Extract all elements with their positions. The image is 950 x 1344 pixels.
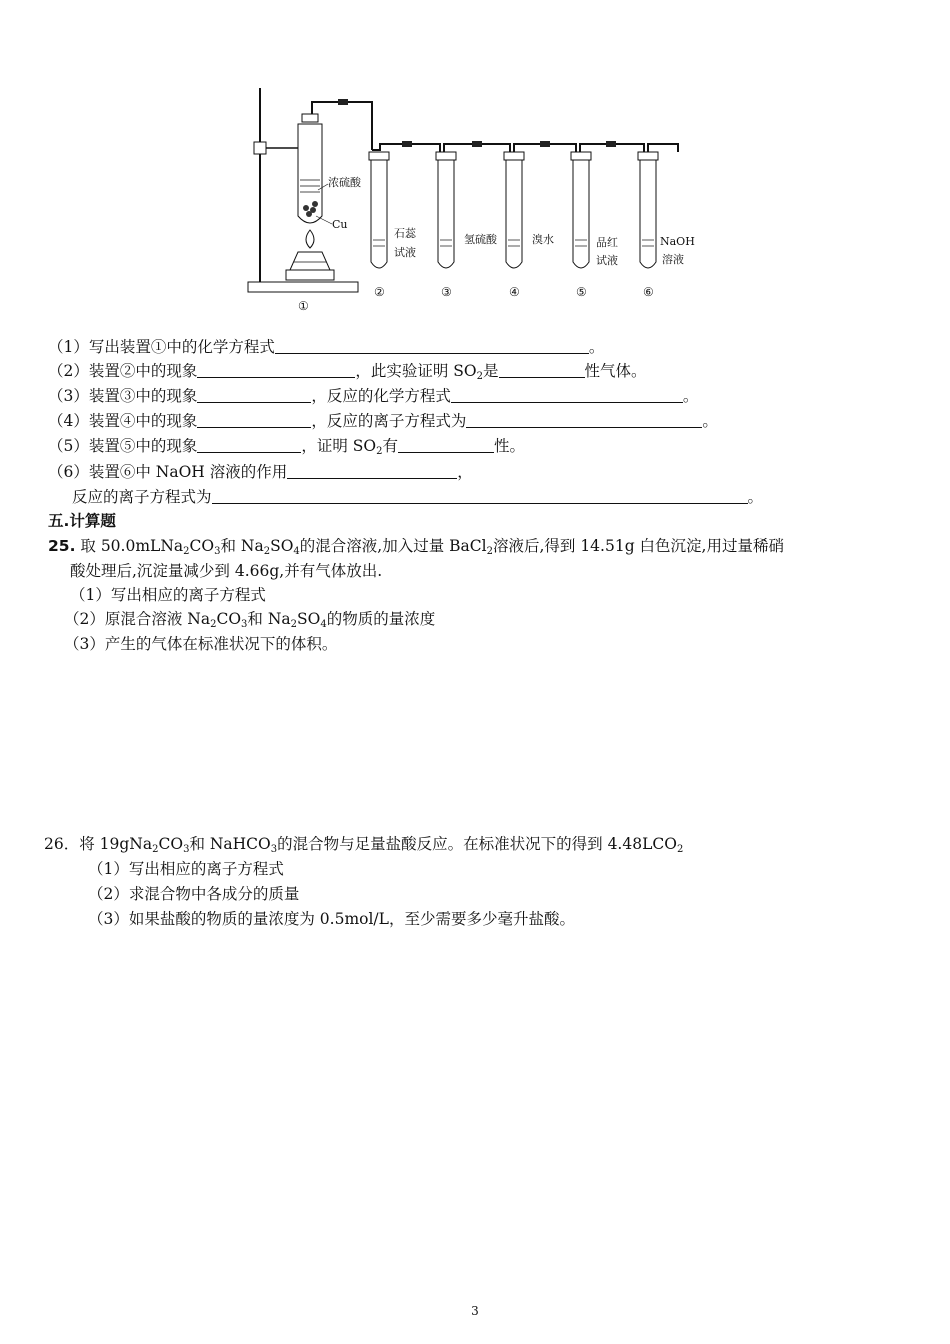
q25-part-2: （2）原混合溶液 $Na_2CO_3$和 $Na_2SO_4$的物质的量浓度 — [64, 610, 436, 630]
test-tube-6 — [638, 152, 658, 268]
q25-part-3: （3）产生的气体在标准状况下的体积。 — [64, 635, 338, 653]
answer-blank[interactable] — [287, 462, 457, 479]
q24-line-7: 反应的离子方程式为 。 — [72, 488, 764, 506]
q25-line-1: 25. 取 $50.0mLNa_2CO_3$和 $Na_2SO_4$的混合溶液,加入过量 BaCl$_2$溶液后,得到 14.51g 白色沉淀,用过量稀硝 — [48, 537, 784, 557]
q25-line-2: 酸处理后,沉淀量减少到 4.66g,并有气体放出. — [70, 562, 383, 580]
answer-blank[interactable] — [451, 386, 683, 403]
test-tube-5 — [571, 152, 591, 268]
q24-line-3: （3）装置③中的现象 ，反应的化学方程式 。 — [48, 387, 699, 405]
q26-part-1: （1）写出相应的离子方程式 — [88, 860, 284, 878]
number-4: ④ — [509, 285, 520, 299]
test-tube-3 — [436, 152, 456, 268]
q26-part-2: （2）求混合物中各成分的质量 — [88, 885, 300, 903]
label-acid: 浓硫酸 — [328, 176, 361, 189]
answer-blank[interactable] — [197, 411, 311, 428]
apparatus-diagram — [240, 80, 700, 320]
answer-blank[interactable] — [398, 436, 494, 453]
answer-blank[interactable] — [499, 361, 585, 378]
page-number: 3 — [471, 1304, 479, 1318]
label-tube2-a: 石蕊 — [394, 227, 416, 240]
answer-blank[interactable] — [466, 411, 702, 428]
number-1: ① — [298, 299, 309, 313]
label-tube5-a: 品红 — [596, 236, 618, 249]
label-cu: Cu — [332, 218, 348, 231]
test-tube-4 — [504, 152, 524, 268]
section-heading: 五.计算题 — [48, 512, 116, 530]
answer-blank[interactable] — [197, 386, 311, 403]
q24-line-6: （6）装置⑥中 NaOH 溶液的作用 ， — [48, 463, 473, 481]
answer-blank[interactable] — [197, 361, 355, 378]
q24-line-5: （5）装置⑤中的现象 ，证明 $SO_2$有 性。 — [48, 437, 526, 457]
answer-blank[interactable] — [197, 436, 301, 453]
q26-line-1: 26．将 $19gNa_2CO_3$和 NaHCO$_3$的混合物与足量盐酸反应。在标准状况下的得到 $4.48LCO_2$ — [44, 835, 684, 855]
q24-line-2: （2）装置②中的现象 ，此实验证明 $SO_2$是 性气体。 — [48, 362, 647, 382]
number-2: ② — [374, 285, 385, 299]
q26-part-3: （3）如果盐酸的物质的量浓度为 0.5mol/L，至少需要多少毫升盐酸。 — [88, 910, 575, 928]
q25-part-1: （1）写出相应的离子方程式 — [70, 586, 266, 604]
number-3: ③ — [441, 285, 452, 299]
q24-line-1: （1）写出装置①中的化学方程式 。 — [48, 338, 605, 356]
label-tube5-b: 试液 — [596, 254, 618, 267]
label-tube3: 氢硫酸 — [464, 233, 497, 246]
answer-blank[interactable] — [212, 487, 748, 504]
apparatus-figure — [240, 80, 700, 320]
number-6: ⑥ — [643, 285, 654, 299]
answer-blank[interactable] — [275, 337, 589, 354]
label-tube6-a: NaOH — [660, 235, 695, 248]
test-tube-2 — [369, 152, 389, 268]
label-tube4: 溴水 — [532, 233, 554, 246]
q24-line-4: （4）装置④中的现象 ，反应的离子方程式为 。 — [48, 412, 718, 430]
number-5: ⑤ — [576, 285, 587, 299]
label-tube2-b: 试液 — [394, 246, 416, 259]
label-tube6-b: 溶液 — [662, 253, 684, 266]
